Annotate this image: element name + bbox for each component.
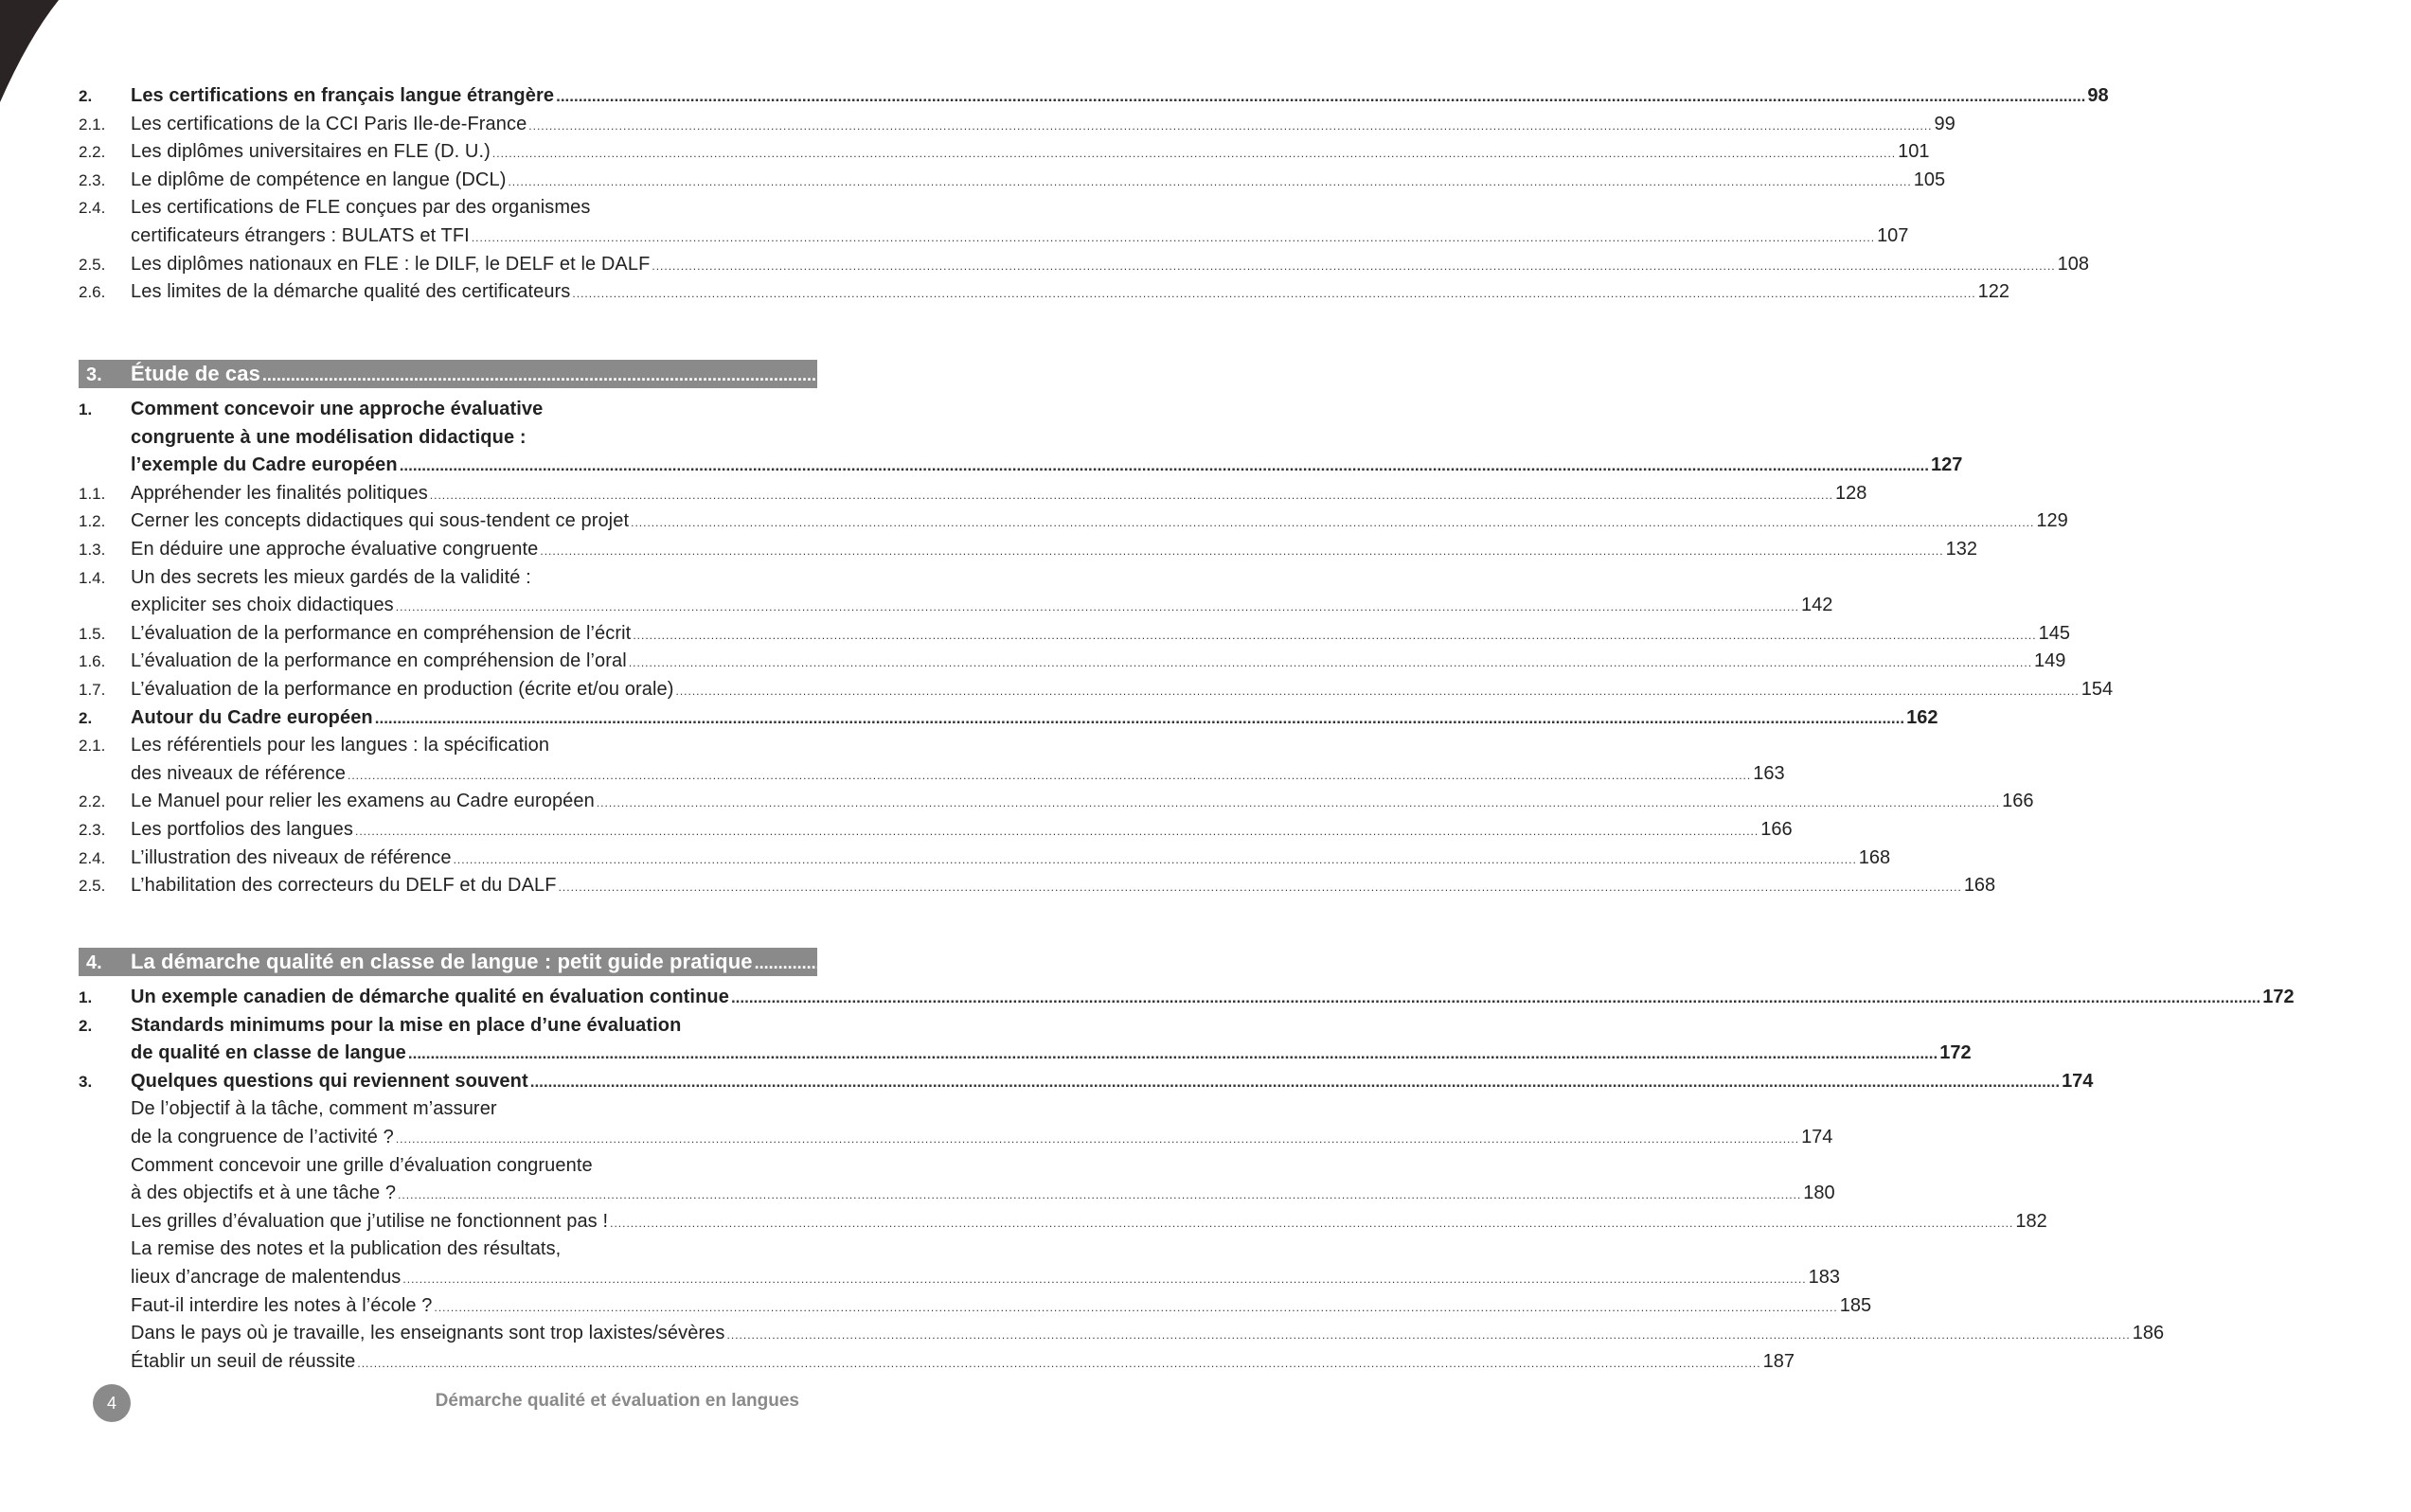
entry-title: Un des secrets les mieux gardés de la validité :: [131, 566, 531, 588]
entry-number: 2.1.: [79, 115, 106, 133]
dot-leader: [454, 846, 1857, 875]
entry-page: 168: [1963, 875, 1996, 897]
entry-page: 127: [1931, 454, 1963, 476]
entry-page: 129: [2036, 510, 2068, 532]
entry-title: Quelques questions qui reviennent souvent: [131, 1070, 528, 1092]
toc-entry[interactable]: [79, 507, 2068, 536]
entry-title: De l’objectif à la tâche, comment m’assurer: [131, 1098, 497, 1120]
entry-number: 2.: [79, 708, 93, 727]
toc-entry[interactable]: [79, 111, 1956, 139]
toc-entry-continuation[interactable]: [79, 1180, 1835, 1208]
dot-leader: [652, 253, 2055, 281]
entry-title: Faut-il interdire les notes à l’école ?: [131, 1294, 433, 1316]
entry-page: 142: [1801, 595, 1833, 616]
toc-entry[interactable]: [79, 1095, 817, 1124]
entry-title: En déduire une approche évaluative congruente: [131, 538, 539, 560]
toc-entry[interactable]: [79, 396, 817, 424]
toc-entry[interactable]: [79, 845, 1891, 873]
toc-entry[interactable]: [79, 1012, 817, 1041]
dot-leader: [472, 224, 1875, 253]
dot-leader: [631, 509, 2034, 538]
entry-number: 1.6.: [79, 652, 106, 671]
toc-entry[interactable]: [79, 1208, 2047, 1236]
entry-number: 2.1.: [79, 737, 106, 756]
entry-title: à des objectifs et à une tâche ?: [131, 1183, 397, 1204]
toc-section-4: [79, 948, 2411, 1376]
entry-title: Le diplôme de compétence en langue (DCL): [131, 169, 507, 190]
toc-entry-continuation[interactable]: [79, 592, 1833, 620]
entry-title: Un exemple canadien de démarche qualité en évaluation continue: [131, 987, 729, 1007]
entry-title: de qualité en classe de langue: [131, 1042, 406, 1064]
entry-number: 2.: [79, 87, 93, 105]
entry-title: Dans le pays où je travaille, les enseignants sont trop laxistes/sévères: [131, 1323, 725, 1344]
dot-leader: [676, 678, 2080, 706]
toc-entry-continuation[interactable]: [79, 1040, 1972, 1068]
dot-leader: [633, 622, 2036, 650]
toc-section-2: [79, 82, 2109, 307]
entry-page: 180: [1803, 1183, 1835, 1204]
dot-leader: [375, 704, 1904, 733]
dot-leader: [559, 874, 1962, 902]
entry-number: 2.2.: [79, 792, 106, 811]
entry-page: 132: [1945, 538, 1977, 560]
entry-page: 166: [1760, 818, 1793, 840]
toc-entry[interactable]: [79, 536, 1977, 564]
entry-title: Les référentiels pour les langues : la spécification: [131, 735, 550, 756]
entry-page: 162: [1906, 706, 1938, 728]
entry-number: 2.2.: [79, 143, 106, 162]
entry-title: Les certifications de la CCI Paris Ile-de-France: [131, 113, 527, 134]
toc-entry[interactable]: [79, 1236, 817, 1264]
entry-title: Comment concevoir une approche évaluative: [131, 399, 544, 419]
entry-number: 2.: [79, 1016, 93, 1035]
toc-entry[interactable]: [79, 676, 2114, 704]
entry-title: Les certifications de FLE conçues par des organismes: [131, 197, 591, 219]
entry-title: Les portfolios des langues: [131, 818, 353, 840]
entry-title: congruente à une modélisation didactique :: [131, 426, 527, 448]
toc-entry-continuation[interactable]: [79, 760, 1785, 789]
entry-number: 1.5.: [79, 624, 106, 643]
entry-page: 183: [1808, 1266, 1841, 1288]
entry-title: Cerner les concepts didactiques qui sous-tendent ce projet: [131, 510, 630, 532]
entry-number: 1.4.: [79, 568, 106, 587]
toc-entry[interactable]: [79, 1068, 2094, 1096]
entry-number: 2.5.: [79, 877, 106, 896]
toc-entry[interactable]: [79, 278, 2010, 307]
entry-page: 98: [2087, 85, 2109, 106]
toc-entry[interactable]: [79, 704, 1938, 733]
entry-title: Les grilles d’évaluation que j’utilise ne fonctionnent pas !: [131, 1210, 609, 1232]
entry-page: 107: [1877, 224, 1909, 246]
dot-leader: [556, 82, 2085, 111]
entry-number: 1.1.: [79, 484, 106, 503]
dot-leader: [398, 1182, 1801, 1210]
toc-entry[interactable]: [79, 620, 2070, 649]
entry-page: 145: [2038, 622, 2070, 644]
entry-title: Autour du Cadre européen: [131, 706, 373, 728]
dot-leader: [629, 649, 2032, 678]
entry-number: 2.6.: [79, 283, 106, 302]
dot-leader: [262, 361, 1882, 389]
entry-title: Le Manuel pour relier les examens au Cadre européen: [131, 791, 595, 812]
entry-page: 174: [1801, 1126, 1833, 1147]
entry-title: certificateurs étrangers : BULATS et TFI: [131, 224, 470, 246]
toc-entry[interactable]: [79, 480, 1867, 508]
toc-entry[interactable]: [79, 984, 2295, 1012]
entry-page: 105: [1913, 169, 1946, 190]
dot-leader: [400, 452, 1929, 480]
entry-number: 1.: [79, 400, 93, 418]
entry-page: 128: [1835, 482, 1867, 504]
entry-title: expliciter ses choix didactiques: [131, 595, 394, 616]
section-title: La démarche qualité en classe de langue : petit guide pratique: [131, 950, 753, 973]
section-number: 3.: [86, 365, 102, 385]
entry-title: La remise des notes et la publication des résultats,: [131, 1238, 562, 1260]
dot-leader: [348, 762, 1751, 791]
entry-title: de la congruence de l’activité ?: [131, 1126, 394, 1147]
toc-entry-continuation[interactable]: [79, 1124, 1833, 1152]
entry-number: 2.3.: [79, 170, 106, 189]
entry-page: 99: [1934, 113, 1956, 134]
toc-entry[interactable]: [79, 1348, 1795, 1377]
dot-leader: [597, 790, 2000, 818]
entry-title: L’évaluation de la performance en compréhension de l’écrit: [131, 622, 632, 644]
entry-number: 2.5.: [79, 255, 106, 274]
entry-title: Les certifications en français langue étrangère: [131, 85, 555, 106]
entry-page: 163: [1753, 762, 1785, 784]
dot-leader: [530, 1068, 2060, 1096]
page-number-badge: 4: [93, 1384, 131, 1422]
entry-title: Comment concevoir une grille d’évaluation congruente: [131, 1154, 593, 1176]
entry-page: 182: [2015, 1210, 2047, 1232]
toc-entry-continuation[interactable]: [79, 452, 1963, 480]
entry-title: Les diplômes nationaux en FLE : le DILF, le DELF et le DALF: [131, 253, 651, 275]
corner-decoration: [0, 0, 66, 104]
dot-leader: [430, 482, 1833, 510]
section-header-4[interactable]: [79, 948, 2411, 976]
dot-leader: [492, 140, 1896, 169]
entry-page: 186: [2132, 1323, 2165, 1344]
section-page: 127: [1884, 362, 1919, 385]
toc-entry[interactable]: [79, 872, 1996, 900]
entry-page: 149: [2034, 650, 2066, 672]
toc-entry[interactable]: [79, 194, 817, 222]
entry-number: 1.3.: [79, 540, 106, 559]
section-title: Étude de cas: [131, 362, 260, 385]
entry-page: 172: [1939, 1042, 1972, 1064]
entry-number: 2.4.: [79, 199, 106, 218]
entry-title: Appréhender les finalités politiques: [131, 482, 428, 504]
entry-number: 1.: [79, 988, 93, 1006]
dot-leader: [435, 1294, 1838, 1323]
dot-leader: [357, 1350, 1760, 1379]
toc-entry[interactable]: [79, 732, 817, 760]
entry-title: l’exemple du Cadre européen: [131, 454, 398, 476]
entry-page: 174: [2062, 1070, 2094, 1092]
dot-leader: [396, 1126, 1799, 1154]
entry-title: L’évaluation de la performance en compréhension de l’oral: [131, 650, 627, 672]
entry-page: 185: [1839, 1294, 1872, 1316]
entry-title: Les limites de la démarche qualité des certificateurs: [131, 281, 571, 303]
toc-entry[interactable]: [79, 564, 817, 593]
toc-entry[interactable]: [79, 138, 1930, 167]
toc-entry[interactable]: [79, 1152, 817, 1181]
entry-title: des niveaux de référence: [131, 762, 346, 784]
dot-leader: [402, 1266, 1806, 1294]
dot-leader: [731, 984, 2260, 1012]
toc-entry[interactable]: [79, 648, 2066, 676]
toc-entry[interactable]: [79, 251, 2089, 279]
running-footer-title: Démarche qualité et évaluation en langues: [435, 1391, 799, 1411]
entry-title: Les diplômes universitaires en FLE (D. U.): [131, 141, 491, 163]
dot-leader: [540, 538, 1943, 566]
entry-number: 1.7.: [79, 680, 106, 699]
entry-number: 1.2.: [79, 512, 106, 531]
entry-title: L’illustration des niveaux de référence: [131, 846, 452, 868]
entry-page: 172: [2262, 987, 2295, 1007]
entry-number: 2.4.: [79, 848, 106, 867]
toc-section-3: [79, 360, 2114, 900]
toc-entry[interactable]: [79, 788, 2034, 816]
toc-entry[interactable]: [79, 816, 1793, 845]
entry-page: 166: [2002, 791, 2034, 812]
dot-leader: [396, 594, 1799, 622]
entry-page: 154: [2081, 678, 2114, 700]
section-header-3[interactable]: [79, 360, 1919, 388]
section-page: 171: [2375, 950, 2411, 973]
entry-page: 101: [1898, 141, 1930, 163]
entry-page: 187: [1762, 1350, 1795, 1372]
section-number: 4.: [86, 952, 102, 973]
dot-leader: [508, 169, 1911, 197]
entry-page: 108: [2057, 253, 2089, 275]
entry-title: lieux d’ancrage de malentendus: [131, 1266, 402, 1288]
dot-leader: [572, 280, 1975, 309]
entry-title: L’évaluation de la performance en production (écrite et/ou orale): [131, 678, 674, 700]
toc-entry-continuation[interactable]: [79, 1264, 1841, 1292]
dot-leader: [528, 113, 1932, 141]
entry-title: Établir un seuil de réussite: [131, 1350, 356, 1372]
entry-title: L’habilitation des correcteurs du DELF et du DALF: [131, 875, 557, 897]
toc-entry-continuation[interactable]: [79, 222, 1909, 251]
entry-page: 122: [1977, 281, 2010, 303]
toc-entry[interactable]: [79, 167, 1946, 195]
toc-entry[interactable]: [79, 1292, 1872, 1321]
dot-leader: [355, 818, 1759, 846]
dot-leader: [408, 1040, 1938, 1068]
entry-number: 3.: [79, 1072, 93, 1091]
dot-leader: [727, 1322, 2131, 1350]
toc-entry-continuation[interactable]: [79, 424, 817, 453]
entry-page: 168: [1858, 846, 1891, 868]
entry-title: Standards minimums pour la mise en place d’une évaluation: [131, 1014, 682, 1036]
toc-entry[interactable]: [79, 82, 2109, 111]
dot-leader: [610, 1210, 2013, 1238]
dot-leader: [755, 949, 2374, 977]
toc-entry[interactable]: [79, 1320, 2165, 1348]
entry-number: 2.3.: [79, 820, 106, 839]
